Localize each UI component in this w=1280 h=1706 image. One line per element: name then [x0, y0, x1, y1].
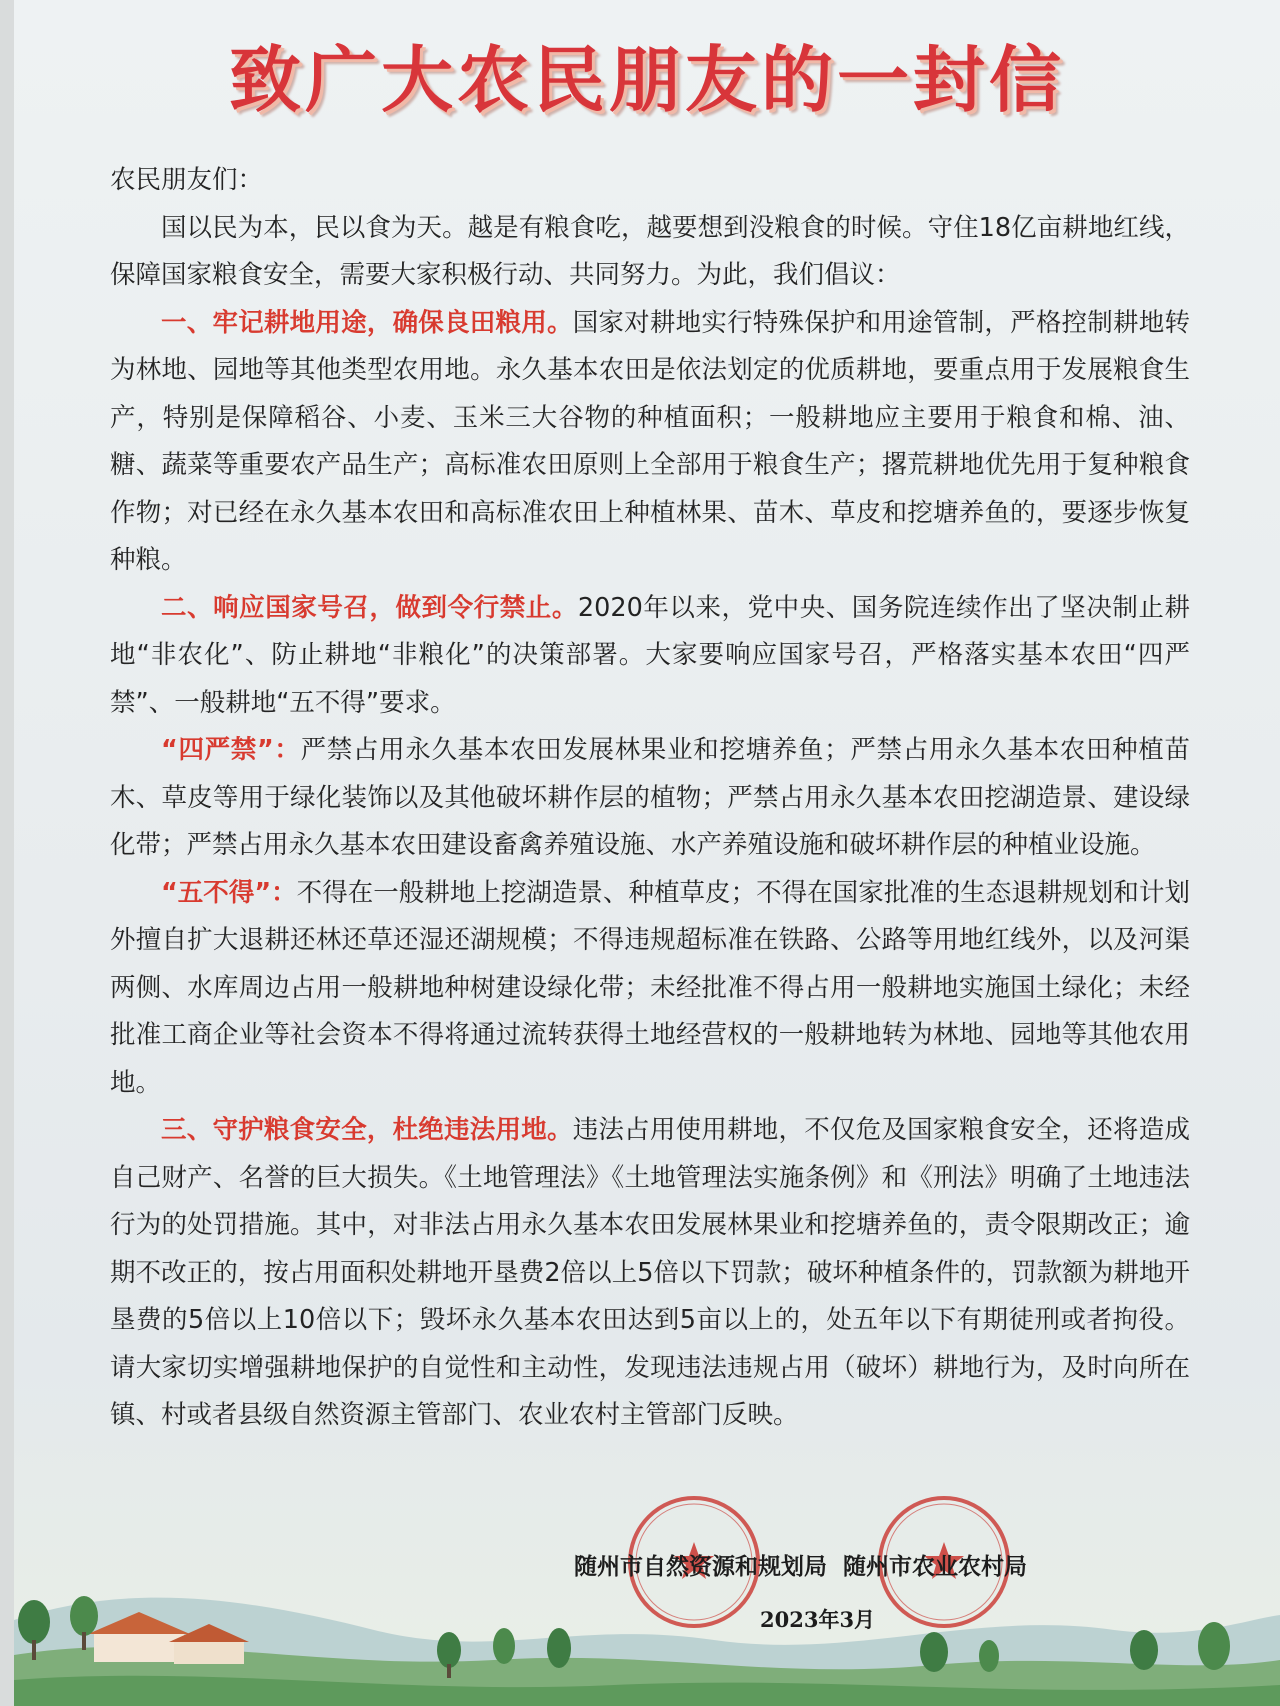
countryside-scenery: [14, 1560, 1280, 1706]
four-prohibitions-heading: “四严禁”：: [161, 735, 301, 765]
signer-2: 随州市农业农村局: [843, 1553, 1027, 1580]
letter-body: [110, 157, 1190, 1440]
five-musts-paragraph: [110, 870, 1190, 1108]
letter-date: 2023年3月: [760, 1607, 876, 1632]
four-prohibitions-text: 严禁占用永久基本农田发展林果业和挖塘养鱼；严禁占用永久基本农田种植苗木、草皮等用于绿化装饰以及其他破坏耕作层的植物；严禁占用永久基本农田挖湖造景、建设绿化带；严禁占用永久基本农田建设畜禽养殖设施、水产养殖设施和破坏耕作层的种植业设施。: [110, 735, 1190, 860]
four-prohibitions-paragraph: [110, 727, 1190, 870]
greeting: 农民朋友们：: [110, 165, 264, 195]
intro-paragraph: 国以民为本，民以食为天。越是有粮食吃，越要想到没粮食的时候。守住18亿亩耕地红线，保障国家粮食安全，需要大家积极行动、共同努力。为此，我们倡议：: [110, 212, 1190, 290]
section-3-paragraph: [110, 1107, 1190, 1440]
five-musts-text: 不得在一般耕地上挖湖造景、种植草皮；不得在国家批准的生态退耕规划和计划外擅自扩大退耕还林还草还湿还湖规模；不得违规超标准在铁路、公路等用地红线外，以及河渠两侧、水库周边占用一般耕地种树建设绿化带；未经批准不得占用一般耕地实施国土绿化；未经批准工商企业等社会资本不得将通过流转获得土地经营权的一般耕地转为林地、园地等其他农用地。: [110, 877, 1190, 1098]
five-musts-heading: “五不得”：: [161, 877, 297, 908]
section-3-text: 违法占用使用耕地，不仅危及国家粮食安全，还将造成自己财产、名誉的巨大损失。《土地管理法》《土地管理法实施条例》和《刑法》明确了土地违法行为的处罚措施。其中，对非法占用永久基本农田发展林果业和挖塘养鱼的，责令限期改正；逾期不改正的，按占用面积处耕地开垦费2倍以上5倍以下罚款；破坏种植条件的，罚款额为耕地开垦费的5倍以上10倍以下；毁坏永久基本农田达到5亩以上的，处五年以下有期徒刑或者拘役。请大家切实增强耕地保护的自觉性和主动性，发现违法违规占用（破坏）耕地行为，及时向所在镇、村或者县级自然资源主管部门、农业农村主管部门反映。: [110, 1115, 1190, 1430]
section-1-heading: 一、牢记耕地用途，确保良田粮用。: [161, 307, 573, 338]
section-1-paragraph: [110, 300, 1190, 585]
section-2-paragraph: [110, 585, 1190, 728]
signer-1: 随州市自然资源和规划局: [574, 1553, 827, 1580]
section-2-heading: 二、响应国家号召，做到令行禁止。: [161, 592, 578, 623]
section-3-heading: 三、守护粮食安全，杜绝违法用地。: [161, 1115, 573, 1145]
poster: [14, 0, 1280, 1706]
letter-title: 致广大农民朋友的一封信: [228, 37, 1065, 122]
section-1-text: 国家对耕地实行特殊保护和用途管制，严格控制耕地转为林地、园地等其他类型农用地。永久基本农田是依法划定的优质耕地，要重点用于发展粮食生产，特别是保障稻谷、小麦、玉米三大谷物的种植面积；一般耕地应主要用于粮食和棉、油、糖、蔬菜等重要农产品生产；高标准农田原则上全部用于粮食生产；撂荒耕地优先用于复种粮食作物；对已经在永久基本农田和高标准农田上种植林果、苗木、草皮和挖塘养鱼的，要逐步恢复种粮。: [110, 307, 1190, 575]
section-2-text: 2020年以来，党中央、国务院连续作出了坚决制止耕地“非农化”、防止耕地“非粮化”的决策部署。大家要响应国家号召，严格落实基本农田“四严禁”、一般耕地“五不得”要求。: [110, 592, 1190, 718]
